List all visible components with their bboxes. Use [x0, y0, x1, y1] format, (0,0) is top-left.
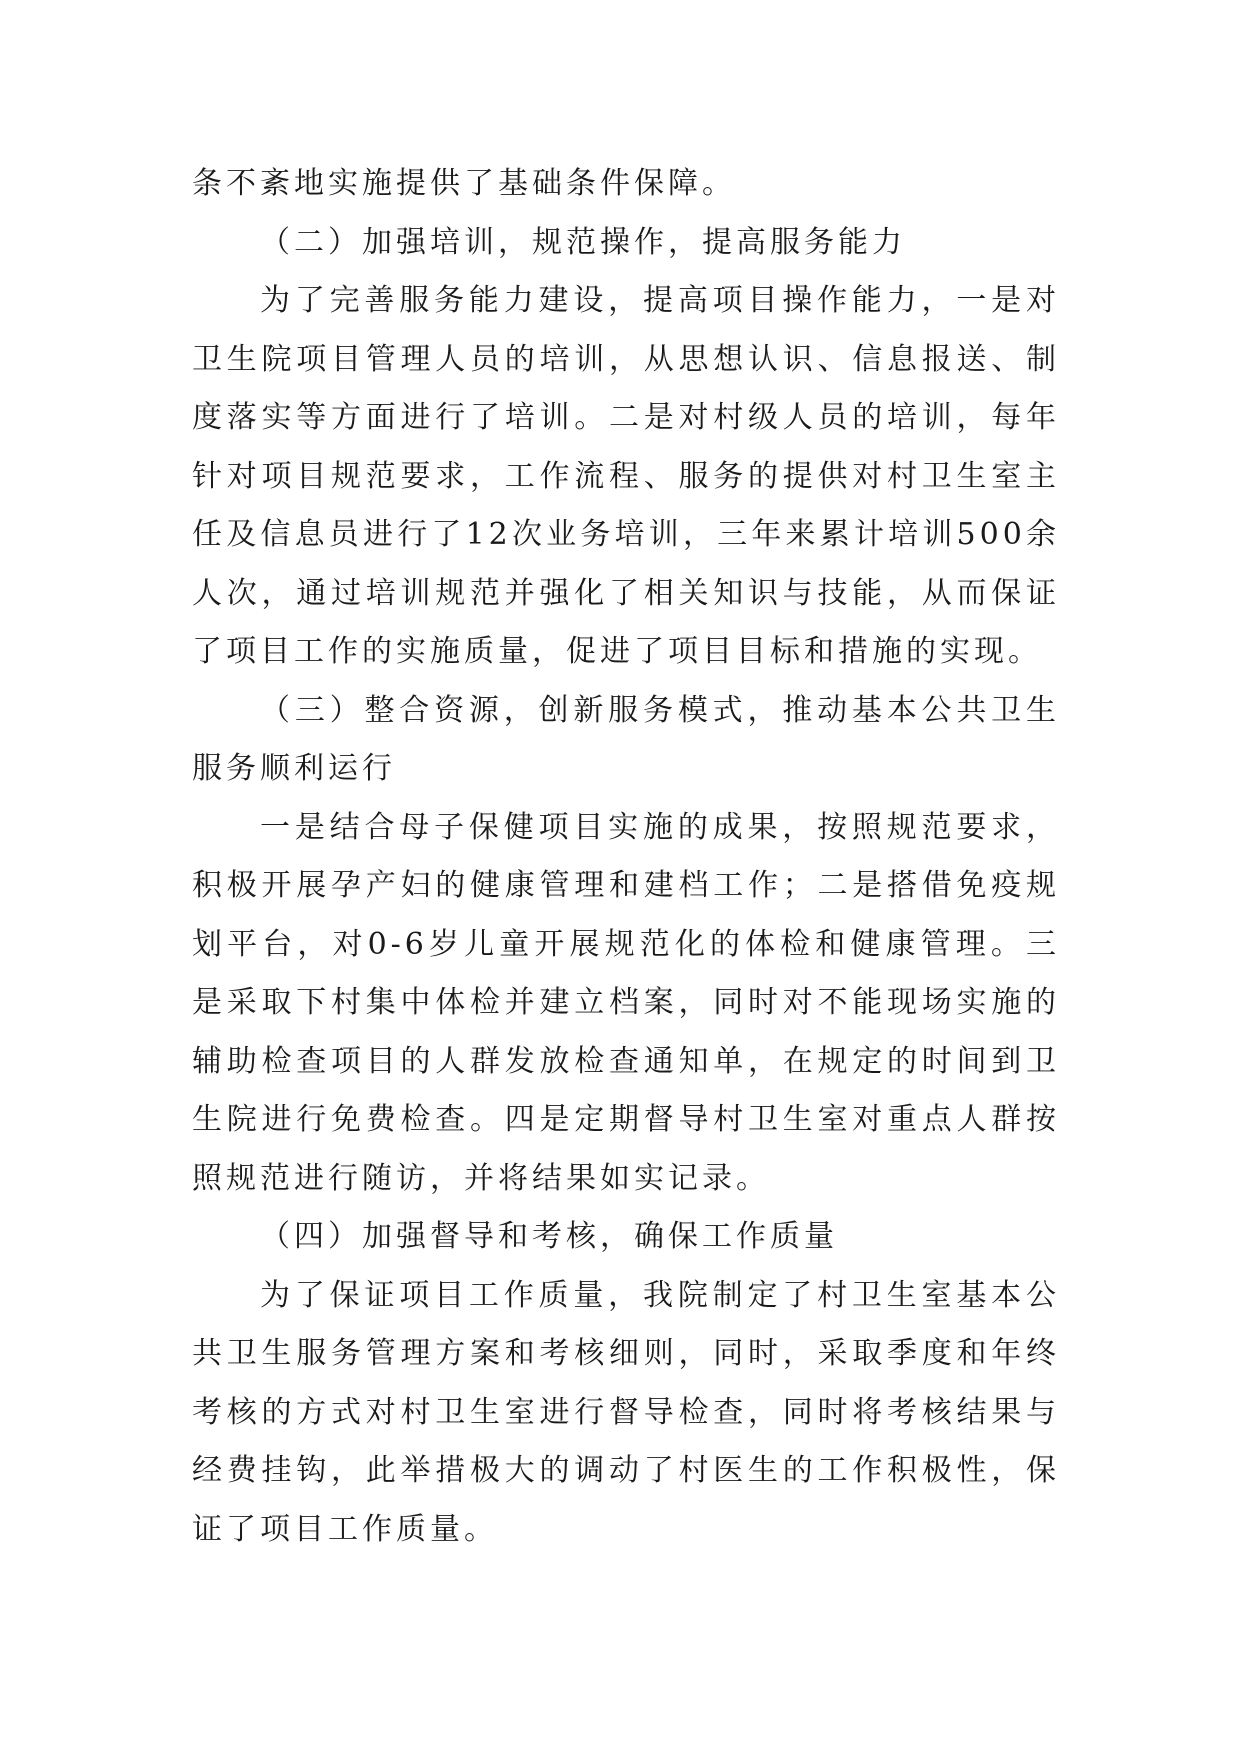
- paragraph-training: 为了完善服务能力建设，提高项目操作能力，一是对卫生院项目管理人员的培训，从思想认识、信息报送、制度落实等方面进行了培训。二是对村级人员的培训，每年针对项目规范要求，工作流程、服务的提供对村卫生室主任及信息员进行了12次业务培训，三年来累计培训500余人次，通过培训规范并强化了相关知识与技能，从而保证了项目工作的实施质量，促进了项目目标和措施的实现。: [192, 283, 1060, 669]
- section-heading-2: （二）加强培训，规范操作，提高服务能力: [260, 224, 906, 260]
- document-body: [192, 155, 1060, 1559]
- paragraph-supervision: 为了保证项目工作质量，我院制定了村卫生室基本公共卫生服务管理方案和考核细则，同时，采取季度和年终考核的方式对村卫生室进行督导检查，同时将考核结果与经费挂钩，此举措极大的调动了村医生的工作积极性，保证了项目工作质量。: [192, 1277, 1060, 1547]
- section-heading-4: （四）加强督导和考核，确保工作质量: [260, 1219, 838, 1254]
- section-heading-3: （三）整合资源，创新服务模式，推动基本公共卫生服务顺利运行: [192, 692, 1060, 786]
- paragraph-resources: 一是结合母子保健项目实施的成果，按照规范要求，积极开展孕产妇的健康管理和建档工作；二是搭借免疫规划平台，对0-6岁儿童开展规范化的体检和健康管理。三是采取下村集中体检并建立档案，同时对不能现场实施的辅助检查项目的人群发放检查通知单，在规定的时间到卫生院进行免费检查。四是定期督导村卫生室对重点人群按照规范进行随访，并将结果如实记录。: [192, 809, 1060, 1196]
- paragraph-continuation: 条不紊地实施提供了基础条件保障。: [192, 166, 736, 201]
